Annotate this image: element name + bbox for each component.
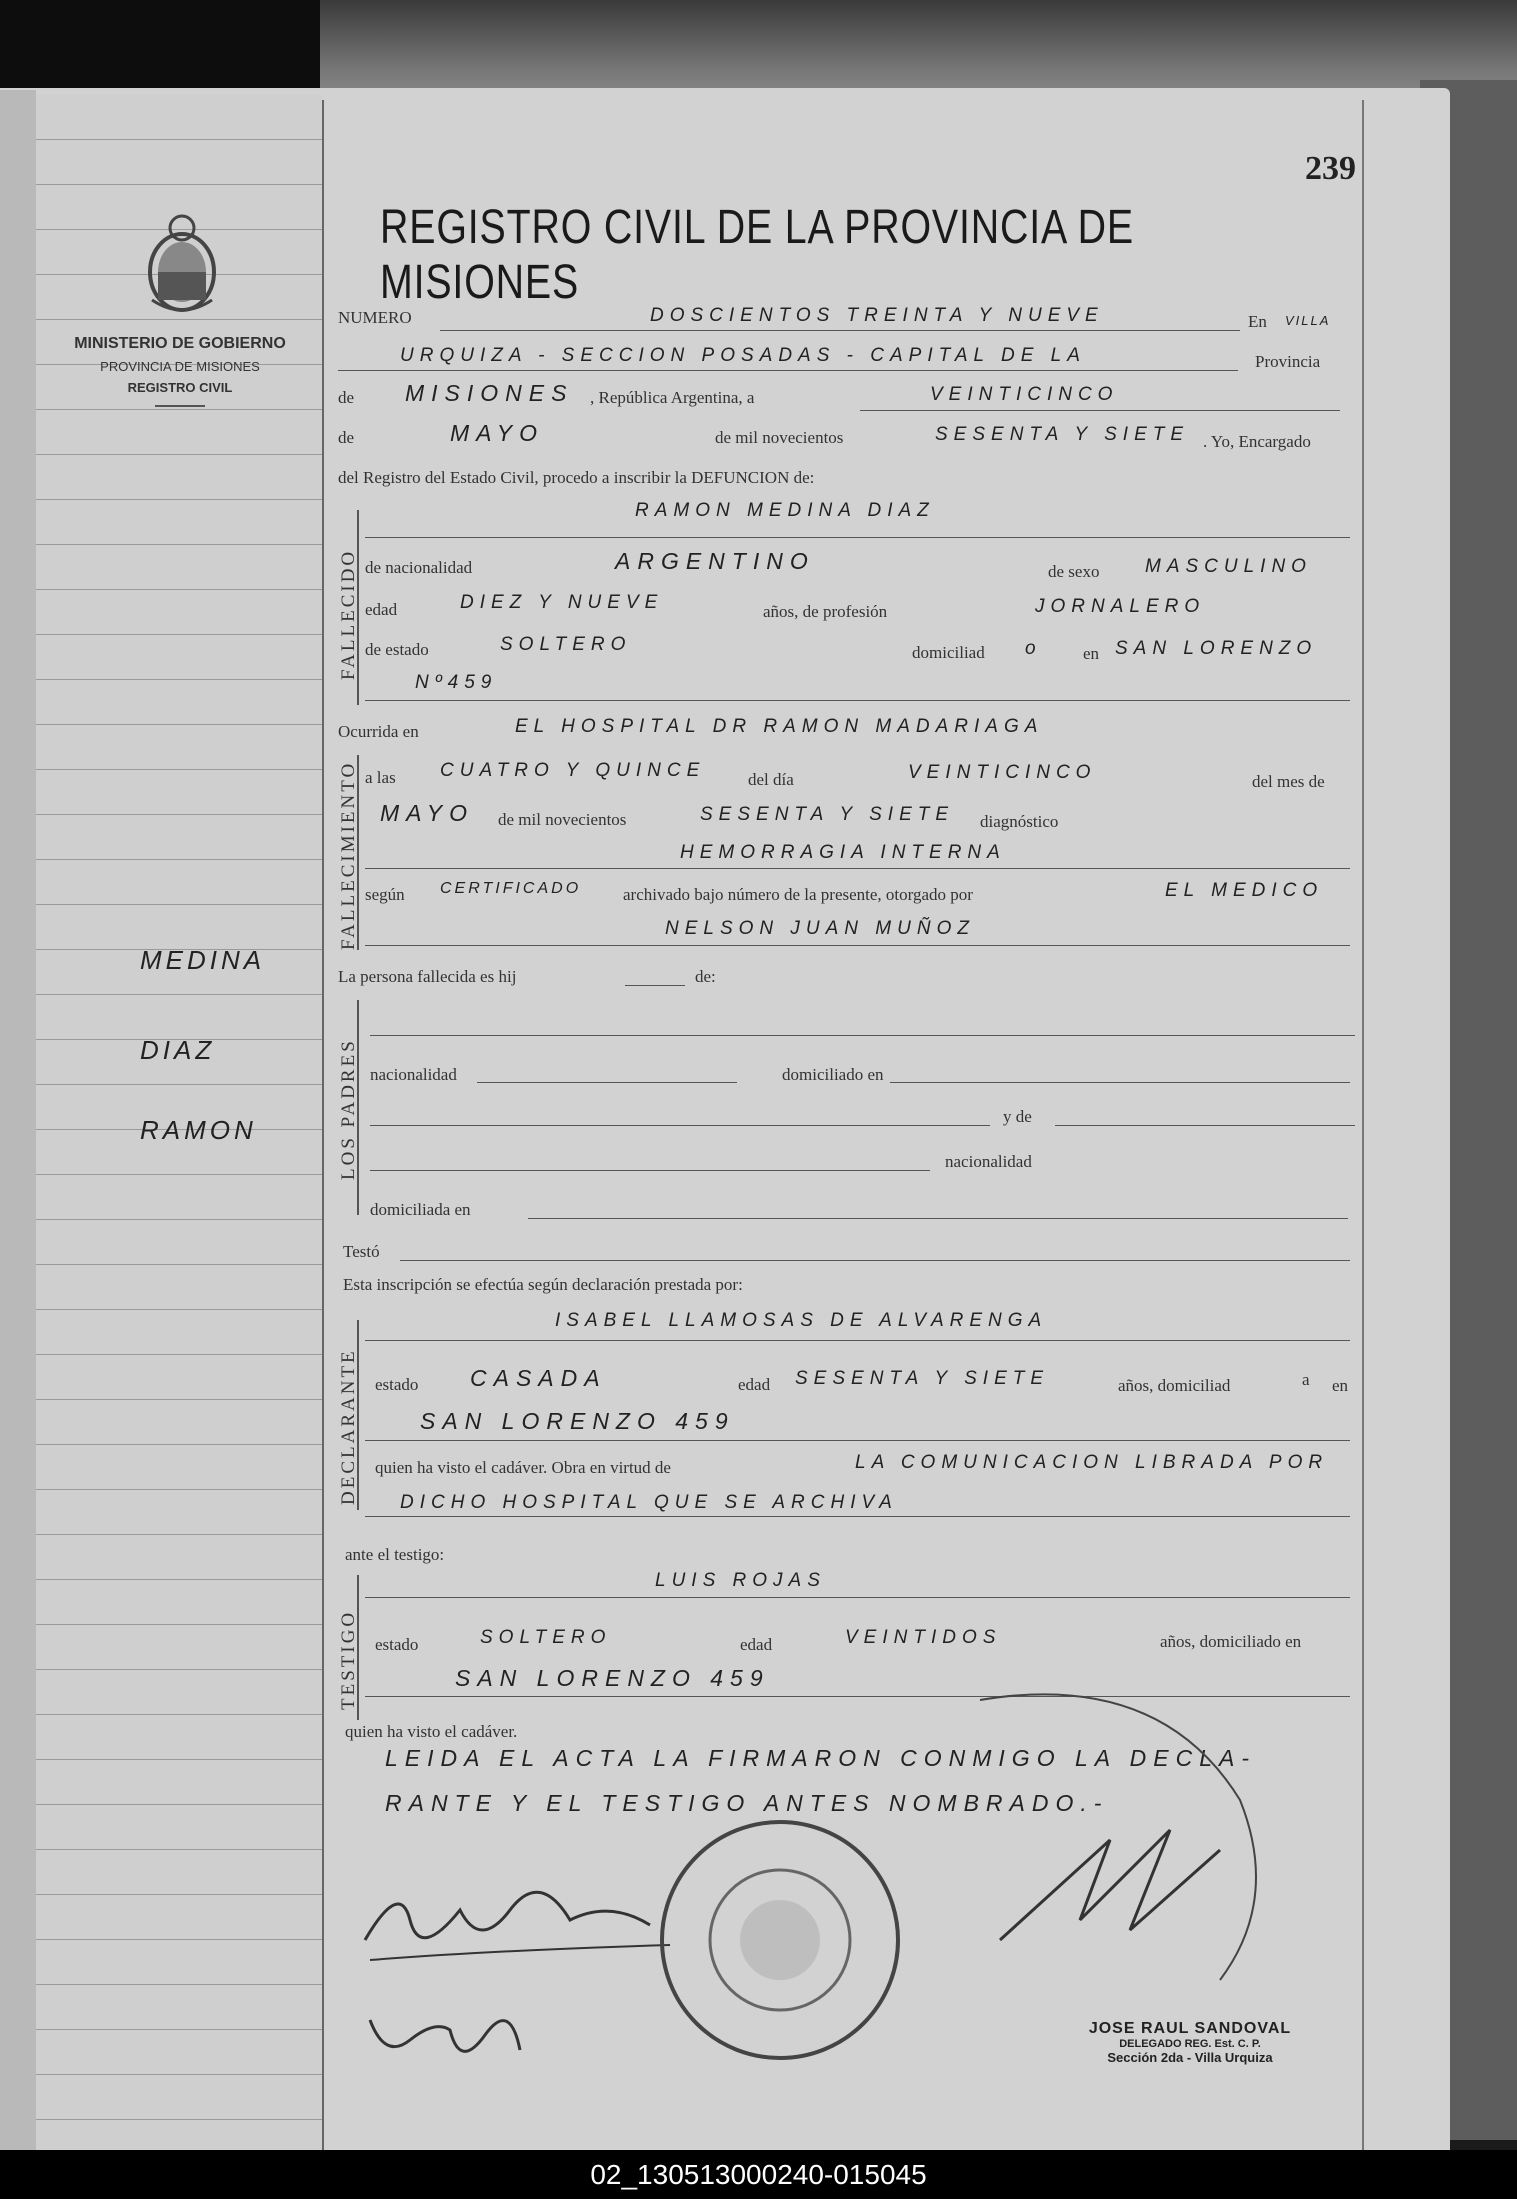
- decl-domicilio-line: [365, 1440, 1350, 1441]
- test-edad-label: edad: [740, 1635, 773, 1654]
- medico-a: EL MEDICO: [1165, 880, 1324, 901]
- declarante-line: [365, 1340, 1350, 1341]
- background-top: [320, 0, 1517, 100]
- decl-anios-label: años, domiciliad: [1118, 1376, 1231, 1395]
- margin-given-name: RAMON: [140, 1115, 257, 1145]
- persona-label: La persona fallecida es hij: [338, 967, 517, 986]
- en-prefix: VILLA: [1285, 313, 1331, 328]
- del-dia-label: del día: [748, 770, 794, 789]
- margin-surname-2: DIAZ: [140, 1035, 216, 1065]
- background-dark: [0, 0, 320, 100]
- domicilio-suffix: o: [1025, 638, 1042, 659]
- nacionalidad-label-2: nacionalidad: [945, 1152, 1032, 1171]
- persona-de-label: de:: [695, 967, 716, 986]
- test-estado-label: estado: [375, 1635, 419, 1654]
- inscripcion-label: Esta inscripción se efectúa según declaración prestada por:: [343, 1275, 743, 1294]
- folio-number: 239: [1305, 150, 1356, 187]
- nacionalidad-label: de nacionalidad: [365, 558, 473, 577]
- ministry-name: MINISTERIO DE GOBIERNO: [74, 335, 286, 352]
- diagnostico-value: HEMORRAGIA INTERNA: [680, 842, 1006, 863]
- domicilio-en-label: en: [1083, 644, 1100, 663]
- decl-en-label: en: [1332, 1376, 1349, 1395]
- anio-label-2: de mil novecientos: [498, 810, 627, 829]
- lugar-fallecimiento: EL HOSPITAL DR RAMON MADARIAGA: [515, 716, 1044, 737]
- ocurrida-label: Ocurrida en: [338, 722, 419, 741]
- declarante-name: ISABEL LLAMOSAS DE ALVARENGA: [555, 1310, 1048, 1331]
- test-domicilio: SAN LORENZO 459: [455, 1665, 770, 1691]
- domicilio-label: domiciliad: [912, 643, 985, 662]
- edad-label: edad: [365, 600, 398, 619]
- y-de-line: [1055, 1125, 1355, 1126]
- padres-dom-line: [890, 1082, 1350, 1083]
- padres-line-3: [370, 1170, 930, 1171]
- test-visto-label: quien ha visto el cadáver.: [345, 1722, 518, 1741]
- padres-nac-label: nacionalidad: [370, 1065, 457, 1084]
- anios-label: años, de profesión: [763, 602, 888, 621]
- cierre-line-1: LEIDA EL ACTA LA FIRMARON CONMIGO LA DECLA-: [385, 1745, 1257, 1771]
- margin-divider: [322, 100, 324, 2150]
- mes-value: MAYO: [450, 420, 545, 446]
- lugar-value: URQUIZA - SECCION POSADAS - CAPITAL DE LA: [400, 345, 1086, 366]
- y-de-label: y de: [1003, 1107, 1032, 1126]
- provincia-label: Provincia: [1255, 352, 1321, 371]
- anio-value: SESENTA Y SIETE: [935, 424, 1190, 445]
- diagnostico-line: [365, 868, 1350, 869]
- segun-label: según: [365, 885, 405, 904]
- numero-label: NUMERO: [338, 308, 412, 327]
- obra-value-2: DICHO HOSPITAL QUE SE ARCHIVA: [400, 1492, 898, 1513]
- hora-value: CUATRO Y QUINCE: [440, 760, 706, 781]
- registrar-name: JOSE RAUL SANDOVAL: [1088, 2020, 1292, 2037]
- province-name: PROVINCIA DE MISIONES: [100, 359, 260, 374]
- domicilio-value: SAN LORENZO: [1115, 638, 1318, 659]
- obra-line: [365, 1516, 1350, 1517]
- lugar-line: [338, 370, 1238, 371]
- padres-dom-label: domiciliado en: [782, 1065, 884, 1084]
- profesion-value: JORNALERO: [1035, 596, 1206, 617]
- decl-anios-suffix: a: [1302, 1370, 1310, 1389]
- testo-line: [400, 1260, 1350, 1261]
- test-anios-label: años, domiciliado en: [1160, 1632, 1302, 1651]
- numero-value: DOSCIENTOS TREINTA Y NUEVE: [650, 305, 1104, 326]
- sexo-label: de sexo: [1048, 562, 1100, 581]
- ante-label: ante el testigo:: [345, 1545, 445, 1564]
- test-estado-value: SOLTERO: [480, 1627, 612, 1648]
- yo-label: . Yo, Encargado: [1203, 432, 1311, 451]
- ministry-rule: [155, 405, 205, 407]
- mes-fallecimiento: MAYO: [380, 800, 475, 826]
- padres-line-2: [370, 1125, 990, 1126]
- dia-fallecimiento: VEINTICINCO: [908, 762, 1097, 783]
- testigo-section-label: TESTIGO: [338, 1609, 359, 1710]
- registrar-section: Sección 2da - Villa Urquiza: [1107, 2050, 1273, 2065]
- sexo-value: MASCULINO: [1145, 556, 1312, 577]
- de-label-1: de: [338, 388, 355, 407]
- provincia-value: MISIONES: [405, 380, 574, 406]
- estado-label: de estado: [365, 640, 429, 659]
- edad-value: DIEZ Y NUEVE: [460, 592, 664, 613]
- a-las-label: a las: [365, 768, 396, 787]
- name-line: [365, 537, 1350, 538]
- decl-estado-label: estado: [375, 1375, 419, 1394]
- dia-value: VEINTICINCO: [930, 384, 1119, 405]
- numero-line: [440, 330, 1240, 331]
- padres-section-label: LOS PADRES: [338, 1038, 359, 1180]
- visto-label: quien ha visto el cadáver. Obra en virtud de: [375, 1458, 671, 1477]
- fallecido-name: RAMON MEDINA DIAZ: [635, 500, 935, 521]
- testigo-name: LUIS ROJAS: [655, 1570, 826, 1591]
- declarante-section-label: DECLARANTE: [338, 1348, 359, 1505]
- archivado-label: archivado bajo número de la presente, otorgado por: [623, 885, 973, 904]
- test-edad-value: VEINTIDOS: [845, 1627, 1002, 1648]
- estado-value: SOLTERO: [500, 634, 632, 655]
- fallecido-section-label: FALLECIDO: [338, 548, 359, 680]
- right-border: [1362, 100, 1364, 2150]
- document-title: REGISTRO CIVIL DE LA PROVINCIA DE MISIONES: [380, 201, 1134, 309]
- ministry-header: [40, 335, 320, 407]
- medico-line: [365, 945, 1350, 946]
- declarante-signature: [350, 1860, 690, 2090]
- inscribir-label: del Registro del Estado Civil, procedo a inscribir la DEFUNCION de:: [338, 468, 815, 487]
- left-page-edge: [0, 90, 36, 2150]
- anio-fallecimiento: SESENTA Y SIETE: [700, 804, 955, 825]
- anio-label: de mil novecientos: [715, 428, 844, 447]
- medico-value: NELSON JUAN MUÑOZ: [665, 918, 975, 939]
- domiciliada-line: [528, 1218, 1348, 1219]
- diagnostico-label: diagnóstico: [980, 812, 1059, 831]
- obra-value: LA COMUNICACION LIBRADA POR: [855, 1452, 1329, 1473]
- del-mes-label: del mes de: [1252, 772, 1325, 791]
- padres-line-1: [370, 1035, 1355, 1036]
- padres-nac-line: [477, 1082, 737, 1083]
- registrar-signature: [960, 1680, 1360, 2020]
- en-label: En: [1248, 312, 1267, 331]
- registrar-title: DELEGADO REG. Est. C. P.: [1119, 2038, 1261, 2050]
- decl-edad-label: edad: [738, 1375, 771, 1394]
- domicilio-line: [365, 700, 1350, 701]
- de-label-2: de: [338, 428, 355, 447]
- official-seal-stamp: [650, 1810, 910, 2070]
- domiciliada-label: domiciliada en: [370, 1200, 471, 1219]
- testigo-line: [365, 1597, 1350, 1598]
- testo-label: Testó: [343, 1242, 380, 1261]
- decl-edad-value: SESENTA Y SIETE: [795, 1368, 1050, 1389]
- registrar-stamp: [1040, 2020, 1340, 2065]
- domicilio-num: Nº459: [415, 672, 498, 693]
- nacionalidad-value: ARGENTINO: [615, 548, 815, 574]
- registry-name: REGISTRO CIVIL: [127, 380, 233, 395]
- argentina-coat-of-arms-icon: [142, 210, 222, 325]
- margin-surname-1: MEDINA: [140, 945, 266, 975]
- decl-estado-value: CASADA: [470, 1365, 607, 1391]
- fallecimiento-section-label: FALLECIMIENTO: [338, 760, 359, 950]
- republica-label: , República Argentina, a: [590, 388, 755, 407]
- hij-line: [625, 985, 685, 986]
- certificado-value: CERTIFICADO: [440, 880, 582, 897]
- cierre-line-2: RANTE Y EL TESTIGO ANTES NOMBRADO.-: [385, 1790, 1109, 1816]
- decl-domicilio: SAN LORENZO 459: [420, 1408, 735, 1434]
- dia-line: [860, 410, 1340, 411]
- image-id-footer: 02_130513000240-015045: [0, 2150, 1517, 2199]
